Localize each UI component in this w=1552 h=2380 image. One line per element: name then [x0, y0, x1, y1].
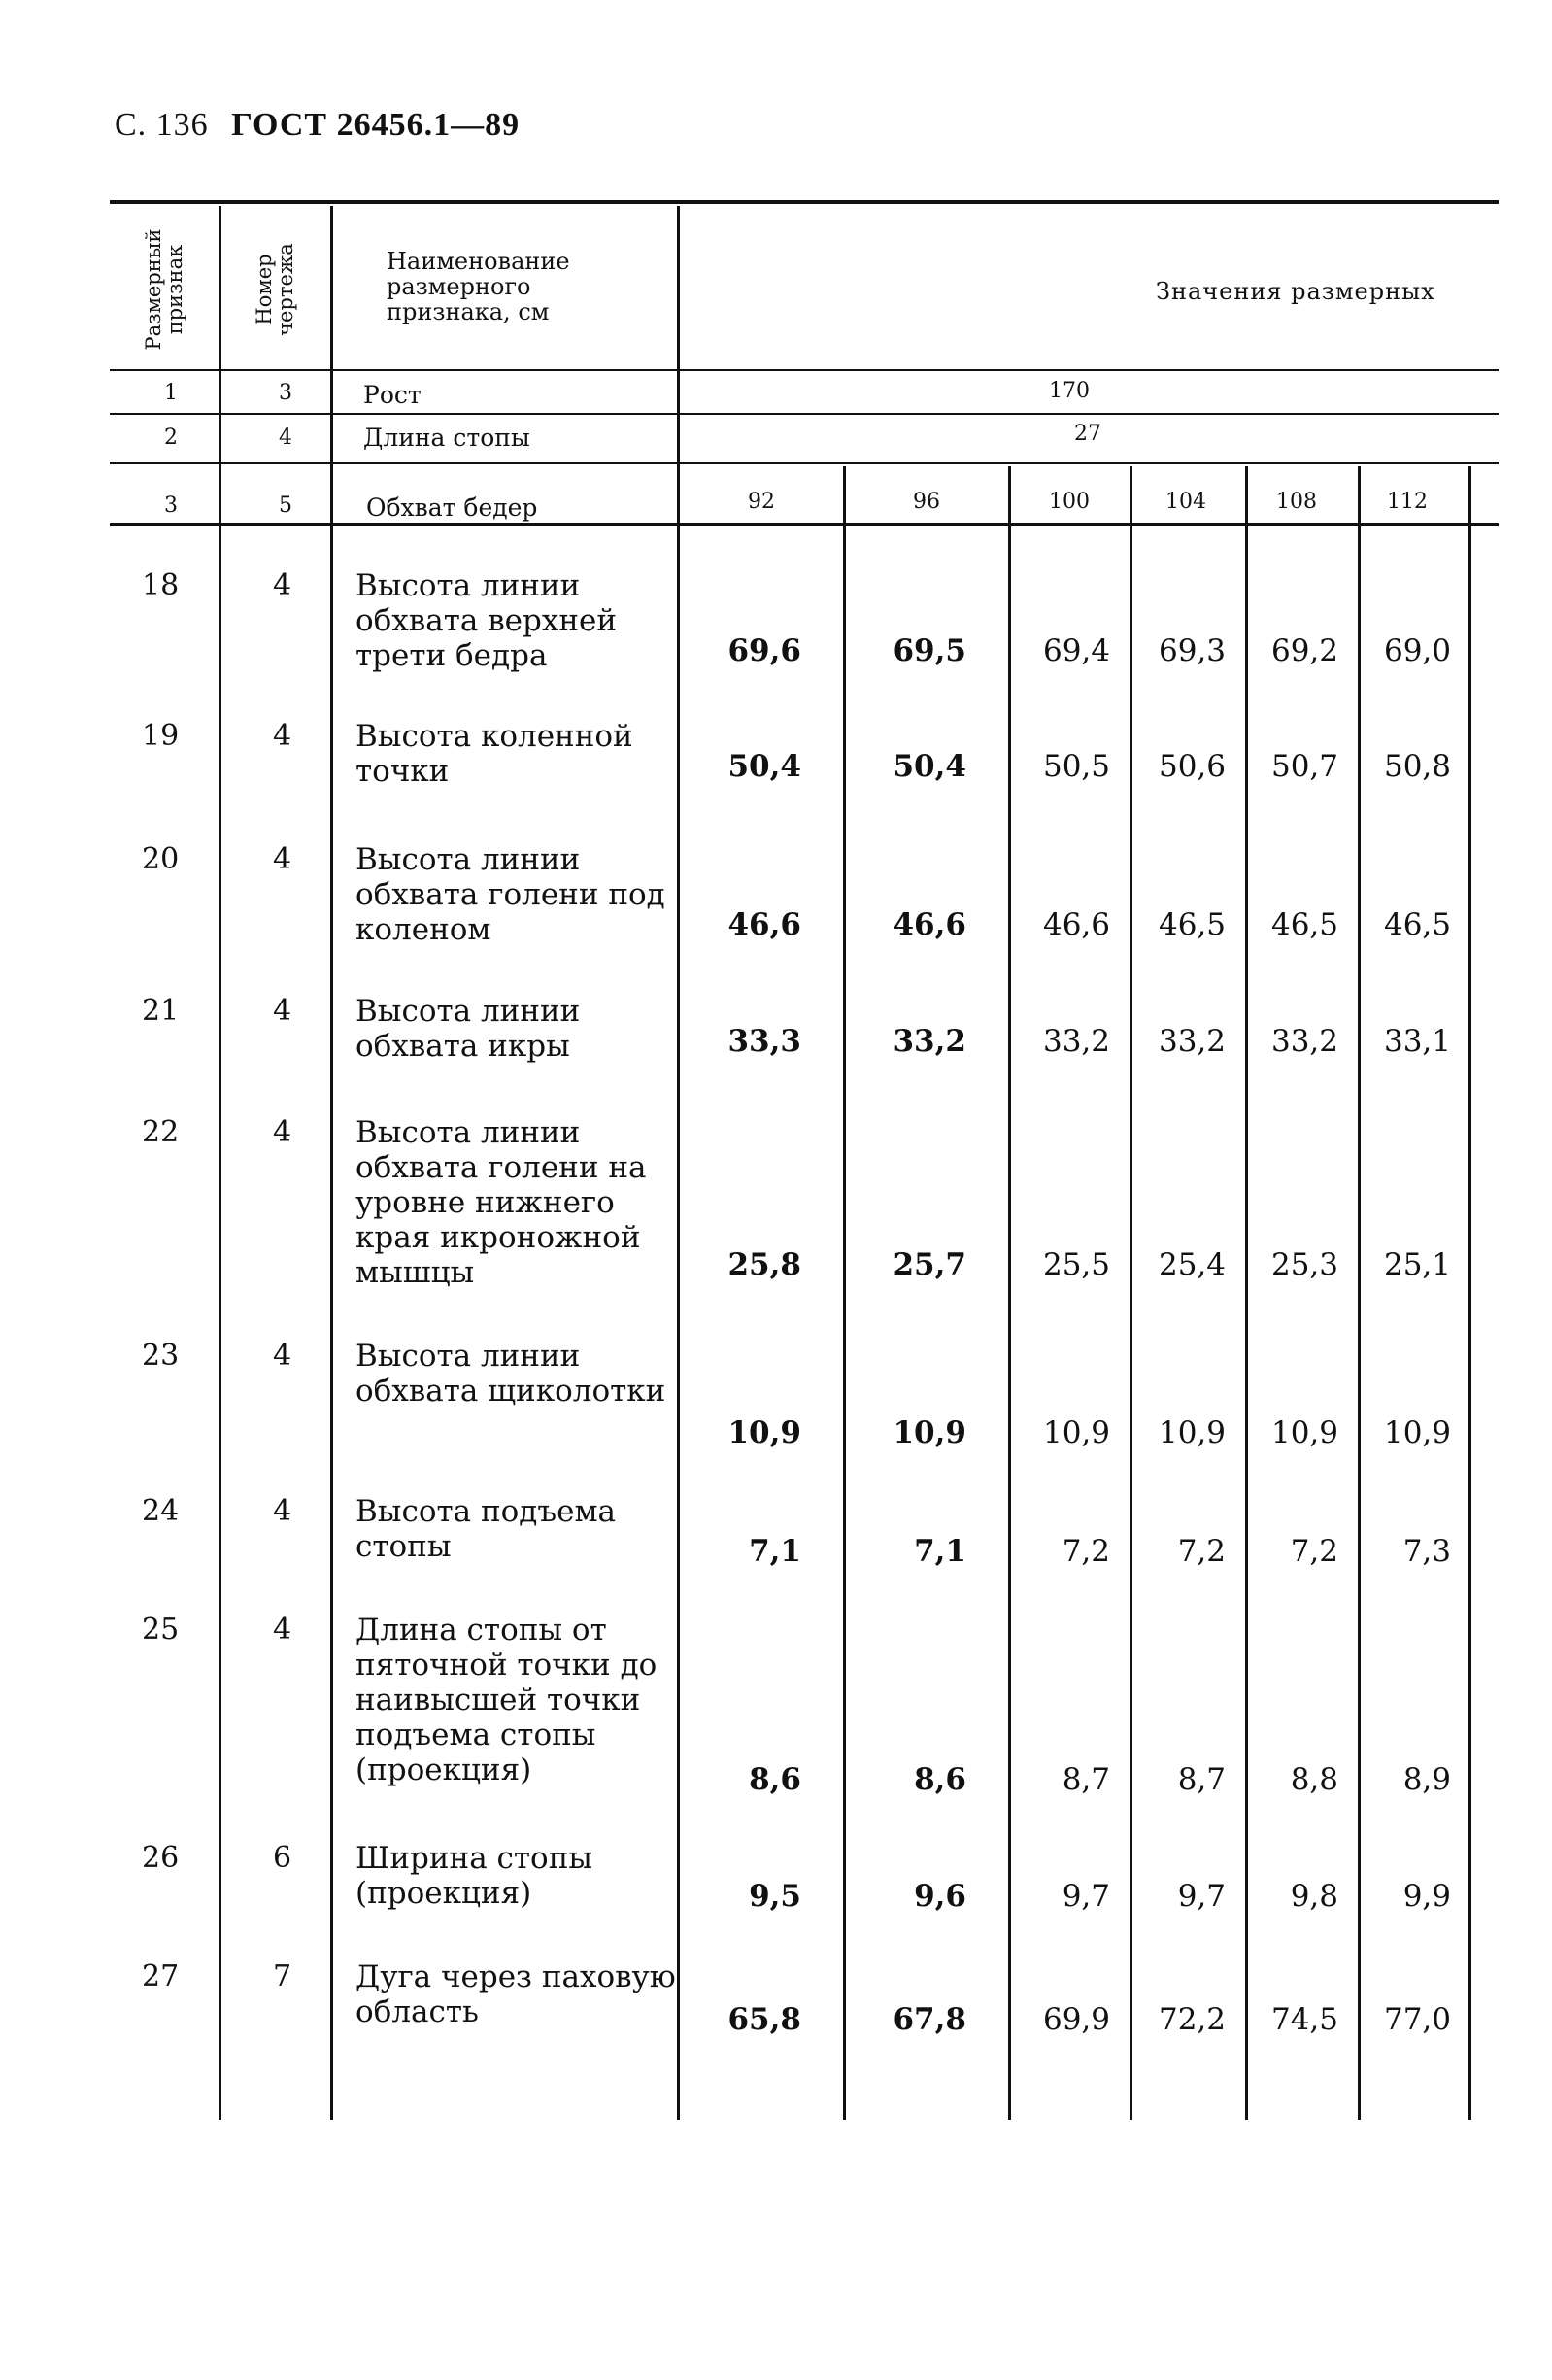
row-21-drawing: 4 [273, 994, 292, 1028]
row-23-value-6: 10,9 [1383, 1415, 1451, 1450]
col-divider-6 [1130, 466, 1132, 2120]
header-row-2-num: 2 [164, 425, 178, 450]
row-19-value-3: 50,5 [1042, 749, 1110, 784]
header-rule-3 [110, 462, 1499, 464]
row-18-value-3: 69,4 [1042, 633, 1110, 668]
row-18-value-6: 69,0 [1383, 633, 1451, 668]
row-19-value-6: 50,8 [1383, 749, 1451, 784]
row-22-drawing: 4 [273, 1115, 292, 1149]
table-top-rule [110, 200, 1499, 204]
row-25-value-1: 8,6 [749, 1762, 801, 1797]
row-24-value-2: 7,1 [914, 1534, 966, 1569]
hip-girth-96: 96 [913, 490, 940, 514]
col-divider-8 [1358, 466, 1361, 2120]
header-row-1-value: 170 [1049, 379, 1090, 403]
row-23-value-1: 10,9 [727, 1415, 801, 1450]
row-18-num: 18 [142, 568, 180, 602]
row-27-drawing: 7 [273, 1959, 292, 1993]
hip-girth-100: 100 [1049, 490, 1090, 514]
row-20-num: 20 [142, 842, 180, 876]
row-27-value-5: 74,5 [1270, 2002, 1338, 2037]
header-row-2-drawing: 4 [279, 425, 292, 450]
row-19-name: Высота коленной точки [355, 719, 633, 789]
col-header-name: Наименование размерного признака, см [387, 248, 570, 325]
row-22-value-5: 25,3 [1270, 1247, 1338, 1282]
row-20-value-1: 46,6 [727, 907, 801, 942]
row-25-value-5: 8,8 [1290, 1762, 1338, 1797]
row-22-value-4: 25,4 [1158, 1247, 1226, 1282]
row-20-name: Высота линии обхвата голени под коленом [355, 842, 665, 947]
col-divider-3 [677, 206, 680, 2120]
row-19-value-4: 50,6 [1158, 749, 1226, 784]
row-23-drawing: 4 [273, 1339, 292, 1373]
row-20-value-3: 46,6 [1042, 907, 1110, 942]
row-24-name: Высота подъема стопы [355, 1494, 617, 1564]
row-24-value-4: 7,2 [1177, 1534, 1226, 1569]
row-22-value-2: 25,7 [893, 1247, 966, 1282]
header-row-3-name: Обхват бедер [366, 493, 538, 522]
row-27-value-2: 67,8 [893, 2002, 966, 2037]
col-divider-7 [1245, 466, 1248, 2120]
header-rule-4 [110, 523, 1499, 526]
row-24-drawing: 4 [273, 1494, 292, 1528]
row-23-value-5: 10,9 [1270, 1415, 1338, 1450]
row-21-value-5: 33,2 [1270, 1024, 1338, 1059]
row-21-value-2: 33,2 [893, 1024, 966, 1059]
row-24-value-5: 7,2 [1290, 1534, 1338, 1569]
row-20-value-2: 46,6 [893, 907, 966, 942]
row-19-drawing: 4 [273, 719, 292, 753]
row-18-value-2: 69,5 [893, 633, 966, 668]
row-25-num: 25 [142, 1613, 180, 1647]
col-divider-2 [330, 206, 333, 2120]
row-21-value-3: 33,2 [1042, 1024, 1110, 1059]
row-19-value-2: 50,4 [893, 749, 966, 784]
row-19-value-1: 50,4 [727, 749, 801, 784]
row-21-value-4: 33,2 [1158, 1024, 1226, 1059]
page-header [115, 107, 520, 144]
header-row-1-num: 1 [164, 381, 178, 405]
header-rule-2 [110, 413, 1499, 415]
row-20-value-4: 46,5 [1158, 907, 1226, 942]
row-25-value-2: 8,6 [914, 1762, 966, 1797]
row-20-value-5: 46,5 [1270, 907, 1338, 942]
row-18-value-1: 69,6 [727, 633, 801, 668]
header-row-3-num: 3 [164, 493, 178, 518]
row-21-name: Высота линии обхвата икры [355, 994, 581, 1064]
header-rule-1 [110, 369, 1499, 371]
col-divider-9 [1468, 466, 1471, 2120]
col-header-feature: Размерный признак [142, 228, 186, 351]
row-23-value-2: 10,9 [893, 1415, 966, 1450]
row-27-name: Дуга через паховую область [355, 1959, 676, 2029]
row-21-value-1: 33,3 [727, 1024, 801, 1059]
row-18-name: Высота линии обхвата верхней трети бедра [355, 568, 618, 673]
header-row-1-name: Рост [363, 381, 422, 409]
hip-girth-92: 92 [748, 490, 775, 514]
row-25-drawing: 4 [273, 1613, 292, 1647]
row-24-value-1: 7,1 [749, 1534, 801, 1569]
row-27-value-4: 72,2 [1158, 2002, 1226, 2037]
row-19-num: 19 [142, 719, 180, 753]
row-22-value-1: 25,8 [727, 1247, 801, 1282]
row-27-value-3: 69,9 [1042, 2002, 1110, 2037]
row-22-value-6: 25,1 [1383, 1247, 1451, 1282]
row-26-value-4: 9,7 [1177, 1879, 1226, 1914]
standard-code: ГОСТ 26456.1—89 [231, 107, 521, 143]
hip-girth-112: 112 [1387, 490, 1428, 514]
row-25-value-6: 8,9 [1402, 1762, 1451, 1797]
row-18-value-5: 69,2 [1270, 633, 1338, 668]
row-26-drawing: 6 [273, 1841, 292, 1875]
row-21-value-6: 33,1 [1383, 1024, 1451, 1059]
row-21-num: 21 [142, 994, 180, 1028]
row-26-value-1: 9,5 [749, 1879, 801, 1914]
row-26-value-6: 9,9 [1402, 1879, 1451, 1914]
row-27-value-6: 77,0 [1383, 2002, 1451, 2037]
row-24-value-3: 7,2 [1062, 1534, 1110, 1569]
row-26-value-2: 9,6 [914, 1879, 966, 1914]
row-22-value-3: 25,5 [1042, 1247, 1110, 1282]
col-header-drawing: Номер чертежа [253, 243, 297, 336]
row-23-name: Высота линии обхвата щиколотки [355, 1339, 666, 1409]
page-number: С. 136 [115, 107, 209, 143]
row-26-num: 26 [142, 1841, 180, 1875]
row-22-num: 22 [142, 1115, 180, 1149]
col-header-values: Значения размерных [1156, 278, 1435, 305]
row-22-name: Высота линии обхвата голени на уровне нижнего края икроножной мышцы [355, 1115, 647, 1290]
row-26-name: Ширина стопы (проекция) [355, 1841, 593, 1911]
header-row-3-drawing: 5 [279, 493, 292, 518]
row-26-value-3: 9,7 [1062, 1879, 1110, 1914]
col-divider-5 [1008, 466, 1011, 2120]
row-25-name: Длина стопы от пяточной точки до наивысшей точки подъема стопы (проекция) [355, 1613, 658, 1787]
row-23-value-3: 10,9 [1042, 1415, 1110, 1450]
row-24-value-6: 7,3 [1402, 1534, 1451, 1569]
hip-girth-104: 104 [1165, 490, 1206, 514]
header-row-1-drawing: 3 [279, 381, 292, 405]
row-23-value-4: 10,9 [1158, 1415, 1226, 1450]
col-divider-1 [219, 206, 221, 2120]
col-divider-4 [843, 466, 846, 2120]
row-23-num: 23 [142, 1339, 180, 1373]
row-25-value-3: 8,7 [1062, 1762, 1110, 1797]
row-18-value-4: 69,3 [1158, 633, 1226, 668]
row-18-drawing: 4 [273, 568, 292, 602]
row-27-value-1: 65,8 [727, 2002, 801, 2037]
row-27-num: 27 [142, 1959, 180, 1993]
row-24-num: 24 [142, 1494, 180, 1528]
header-row-2-value: 27 [1074, 422, 1101, 446]
row-20-drawing: 4 [273, 842, 292, 876]
row-20-value-6: 46,5 [1383, 907, 1451, 942]
hip-girth-108: 108 [1276, 490, 1317, 514]
header-row-2-name: Длина стопы [363, 424, 530, 452]
row-26-value-5: 9,8 [1290, 1879, 1338, 1914]
row-25-value-4: 8,7 [1177, 1762, 1226, 1797]
row-19-value-5: 50,7 [1270, 749, 1338, 784]
